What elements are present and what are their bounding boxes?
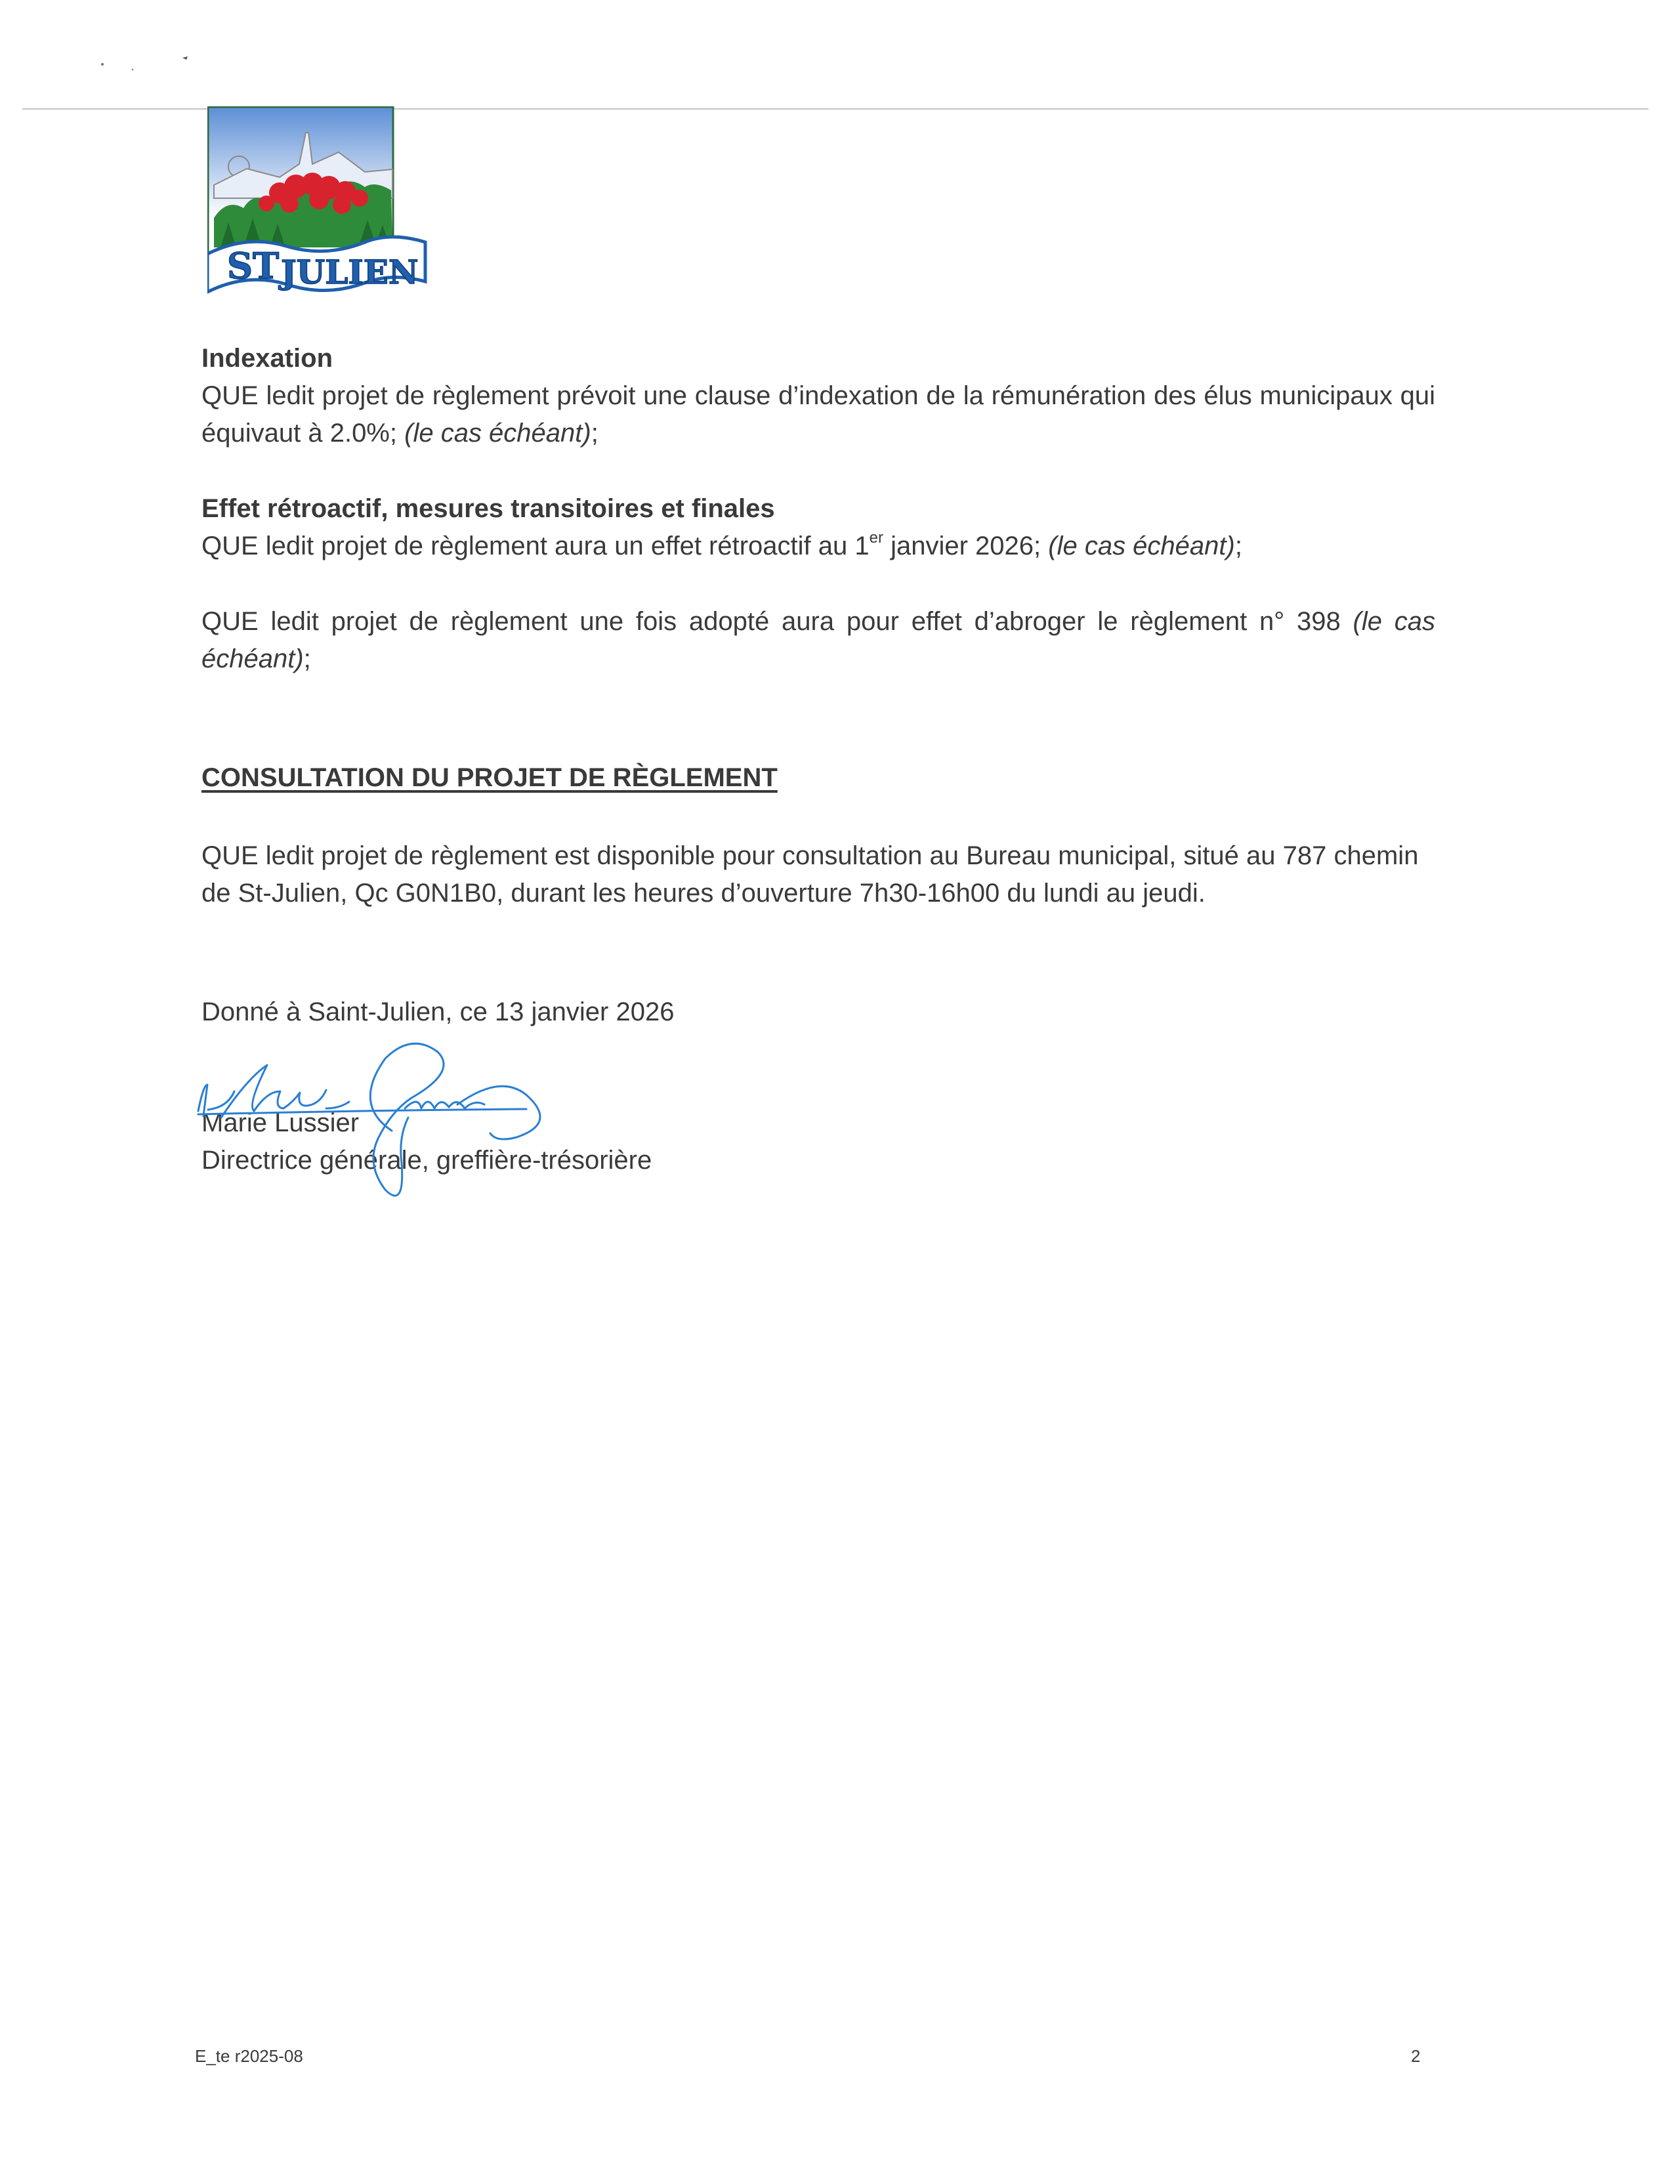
- footer-page-number: 2: [1411, 2046, 1421, 2066]
- given-at-line: Donné à Saint-Julien, ce 13 janvier 2026: [201, 998, 675, 1026]
- document-body: [201, 340, 1435, 1179]
- effet-heading: Effet rétroactif, mesures transitoires et finales: [201, 494, 775, 523]
- svg-text:ST: ST: [227, 245, 280, 287]
- svg-text:JULIEN: JULIEN: [281, 253, 419, 291]
- indexation-section: [201, 340, 1435, 452]
- indexation-paragraph: QUE ledit projet de règlement prévoit une clause d’indexation de la rémunération des élus municipaux qui équivaut à 2.0%; (le cas échéant);: [201, 381, 1435, 448]
- effet-paragraph-1: QUE ledit projet de règlement aura un effet rétroactif au 1er janvier 2026; (le cas échéant);: [201, 529, 1242, 560]
- consultation-title: CONSULTATION DU PROJET DE RÈGLEMENT: [201, 763, 778, 792]
- signer-block: [201, 1104, 1435, 1179]
- scan-specks: [98, 52, 203, 79]
- footer-form-code: E_te r2025-08: [195, 2046, 303, 2066]
- effet-section: [201, 490, 1435, 678]
- municipal-logo: [207, 106, 427, 297]
- effet-paragraph-2: QUE ledit projet de règlement une fois adopté aura pour effet d’abroger le règlement n° 398 (le cas échéant);: [201, 607, 1435, 673]
- consultation-paragraph: QUE ledit projet de règlement est disponible pour consultation au Bureau municipal, situé au 787 chemin de St-Julien, Qc G0N1B0, durant les heures d’ouverture 7h30-16h00 du lundi au jeudi.: [201, 841, 1419, 908]
- signer-name: Marie Lussier: [201, 1108, 360, 1137]
- indexation-heading: Indexation: [201, 344, 333, 373]
- consultation-section: [201, 759, 1435, 912]
- signer-title: Directrice générale, greffière-trésorière: [201, 1146, 652, 1175]
